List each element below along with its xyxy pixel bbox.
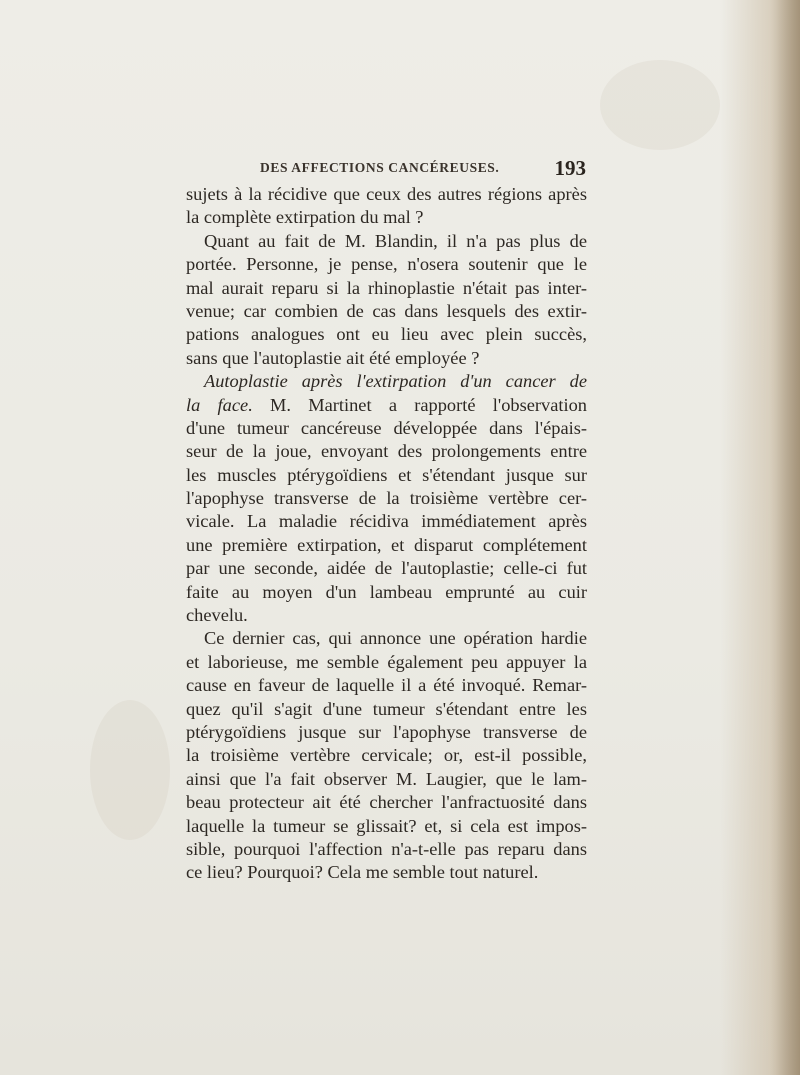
text-line: ptérygoïdiens jusque sur l'apophyse transverse de <box>186 721 587 742</box>
page-header <box>186 156 586 182</box>
text-line: faite au moyen d'un lambeau emprunté au cuir <box>186 581 587 602</box>
text-line: cause en faveur de laquelle il a été invoqué. Remar- <box>186 675 587 696</box>
text-line: sible, pourquoi l'affection n'a-t-elle pas reparu dans <box>186 838 587 859</box>
text-line: les muscles ptérygoïdiens et s'étendant jusque sur <box>186 464 587 485</box>
body-text <box>186 183 587 885</box>
text-line <box>186 394 587 417</box>
text-line: quez qu'il s'agit d'une tumeur s'étendant entre les <box>186 698 587 719</box>
text-line: vicale. La maladie récidiva immédiatement après <box>186 511 587 532</box>
text-line: ce lieu? Pourquoi? Cela me semble tout naturel. <box>186 862 539 883</box>
text-line: et laborieuse, me semble également peu appuyer la <box>186 651 587 672</box>
page-edge-shadow <box>770 0 800 1075</box>
text-line: laquelle la tumeur se glissait? et, si cela est impos- <box>186 815 587 836</box>
italic-heading-line: Autoplastie après l'extirpation d'un cancer de <box>204 371 587 392</box>
text-line: venue; car combien de cas dans lesquels des extir- <box>186 300 587 321</box>
text-line: beau protecteur ait été chercher l'anfractuosité dans <box>186 792 587 813</box>
paper-stain <box>600 60 720 150</box>
text-line: par une seconde, aidée de l'autoplastie; celle-ci fut <box>186 558 587 579</box>
text-line: Ce dernier cas, qui annonce une opération hardie <box>204 628 587 649</box>
text-line: chevelu. <box>186 605 248 626</box>
text-line: pations analogues ont eu lieu avec plein succès, <box>186 324 587 345</box>
page-number: 193 <box>554 156 586 180</box>
text-line: ainsi que l'a fait observer M. Laugier, que le lam- <box>186 768 587 789</box>
text-line: sujets à la récidive que ceux des autres régions après <box>186 184 587 204</box>
text-line: Quant au fait de M. Blandin, il n'a pas plus de <box>204 230 587 251</box>
text-line: la complète extirpation du mal ? <box>186 207 424 228</box>
text-line: la troisième vertèbre cervicale; or, est-il possible, <box>186 745 587 766</box>
text-line: l'apophyse transverse de la troisième vertèbre cer- <box>186 488 587 509</box>
running-title: DES AFFECTIONS CANCÉREUSES. <box>260 160 500 175</box>
text-line: mal aurait reparu si la rhinoplastie n'était pas inter- <box>186 277 587 298</box>
italic-heading-end: la face. <box>186 394 253 415</box>
text-line: sans que l'autoplastie ait été employée ? <box>186 347 480 368</box>
text-line: portée. Personne, je pense, n'osera soutenir que le <box>186 254 587 275</box>
paper-stain <box>90 700 170 840</box>
text-line: seur de la joue, envoyant des prolongements entre <box>186 441 587 462</box>
text-line: d'une tumeur cancéreuse développée dans l'épais- <box>186 417 587 438</box>
text-line: une première extirpation, et disparut complétement <box>186 534 587 555</box>
text-fragment: M. Martinet a rapporté l'observation <box>252 394 587 415</box>
